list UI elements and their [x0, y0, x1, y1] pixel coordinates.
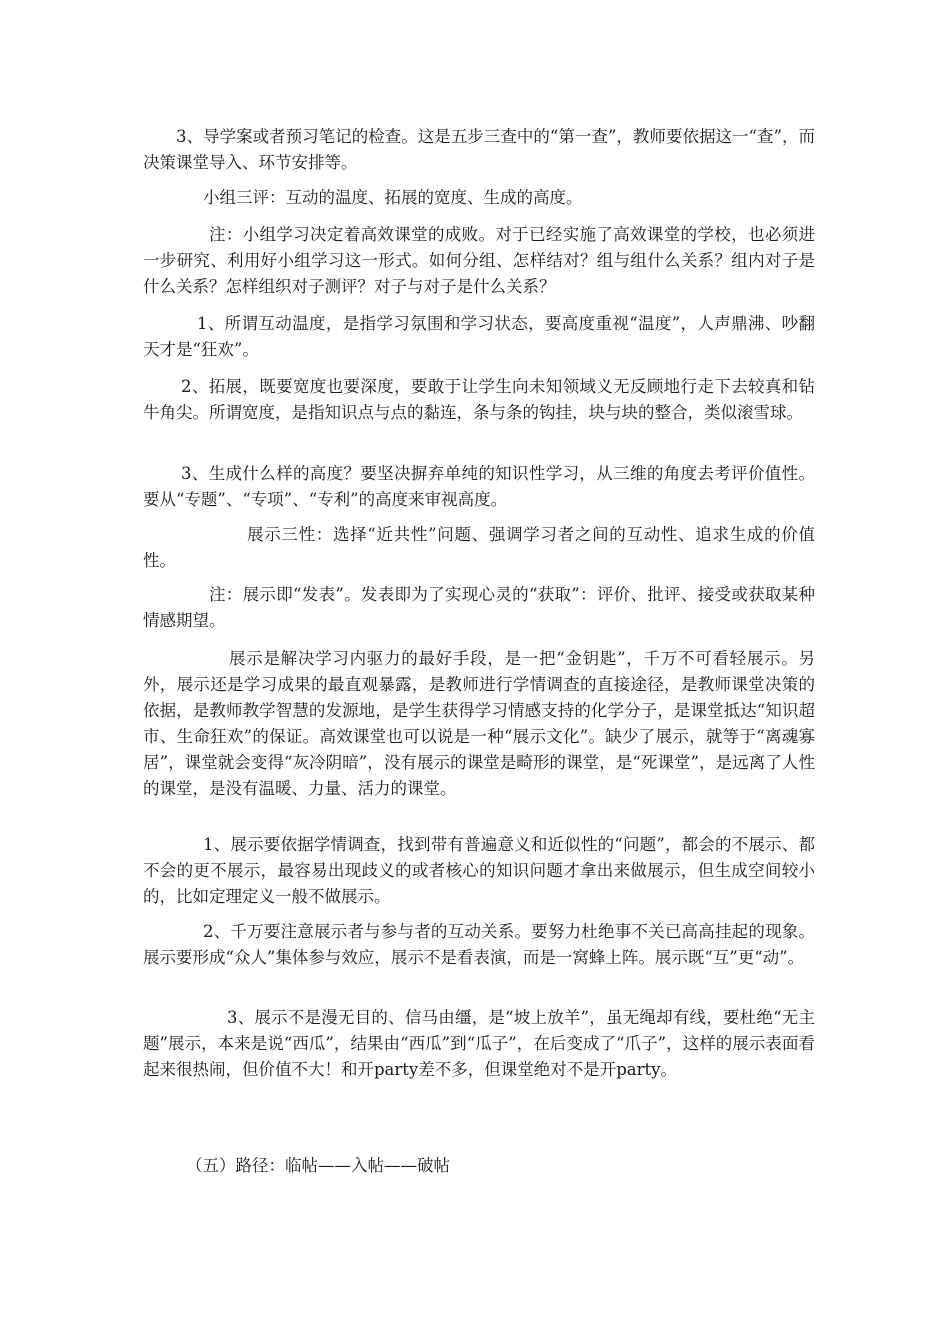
paragraph-group-three-evaluations: 小组三评：互动的温度、拓展的宽度、生成的高度。 — [203, 188, 583, 207]
paragraph-generation-height: 3、生成什么样的高度？要坚决摒弃单纯的知识性学习，从三维的角度去考评价值性。要从“专题”、“专项”、“专利”的高度来审视高度。 — [143, 464, 815, 509]
paragraph-expansion: 2、拓展，既要宽度也要深度，要敢于让学生向未知领域义无反顾地行走下去较真和钻牛角尖。所谓宽度，是指知识点与点的黏连，条与条的钩挂，块与块的整合，类似滚雪球。 — [143, 377, 815, 422]
paragraph-display-point-2: 2、千万要注意展示者与参与者的互动关系。要努力杜绝事不关已高高挂起的现象。展示要形成“众人”集体参与效应，展示不是看表演，而是一窝蜂上阵。展示既“互”更“动”。 — [143, 922, 815, 967]
paragraph-display-point-3: 3、展示不是漫无目的、信马由缰，是“坡上放羊”，虽无绳却有线，要杜绝“无主题”展示，本来是说“西瓜”，结果由“西瓜”到“瓜子”，在后变成了“爪子”，这样的展示表面看起来很热闹，但价值不大！和开party差不多，但课堂绝对不是开party。 — [143, 1008, 815, 1079]
paragraph-display-point-1: 1、展示要依据学情调查，找到带有普遍意义和近似性的“问题”，都会的不展示、都不会的更不展示，最容易出现歧义的或者核心的知识问题才拿出来做展示，但生成空间较小的，比如定理定义一般不做展示。 — [143, 835, 815, 906]
paragraph-display-note: 注：展示即“发表”。发表即为了实现心灵的“获取”：评价、批评、接受或获取某种情感期望。 — [143, 585, 815, 630]
paragraph-interaction-temperature: 1、所谓互动温度，是指学习氛围和学习状态，要高度重视“温度”，人声鼎沸、吵翻天才是“狂欢”。 — [143, 314, 815, 359]
paragraph-display-three-properties: 展示三性：选择“近共性”问题、强调学习者之间的互动性、追求生成的价值性。 — [143, 525, 815, 570]
paragraph-group-note: 注：小组学习决定着高效课堂的成败。对于已经实施了高效课堂的学校，也必须进一步研究、利用好小组学习这一形式。如何分组、怎样结对？组与组什么关系？组内对子是什么关系？怎样组织对子测评？对子与对子是什么关系？ — [143, 225, 815, 296]
paragraph-preview-check: 3、导学案或者预习笔记的检查。这是五步三查中的“第一查”，教师要依据这一“查”，而决策课堂导入、环节安排等。 — [143, 127, 815, 172]
paragraph-display-method: 展示是解决学习内驱力的最好手段，是一把“金钥匙”，千万不可看轻展示。另外，展示还是学习成果的最直观暴露，是教师进行学情调查的直接途径，是教师课堂决策的依据，是教师教学智慧的发源地，是学生获得学习情感支持的化学分子，是课堂抵达“知识超市、生命狂欢”的保证。高效课堂也可以说是一种“展示文化”。缺少了展示，就等于“离魂寡居”，课堂就会变得“灰冷阴暗”，没有展示的课堂是畸形的课堂，是“死课堂”，是远离了人性的课堂，是没有温暖、力量、活力的课堂。 — [143, 649, 815, 798]
section-heading: （五）路径：临帖——入帖——破帖 — [186, 1156, 450, 1175]
